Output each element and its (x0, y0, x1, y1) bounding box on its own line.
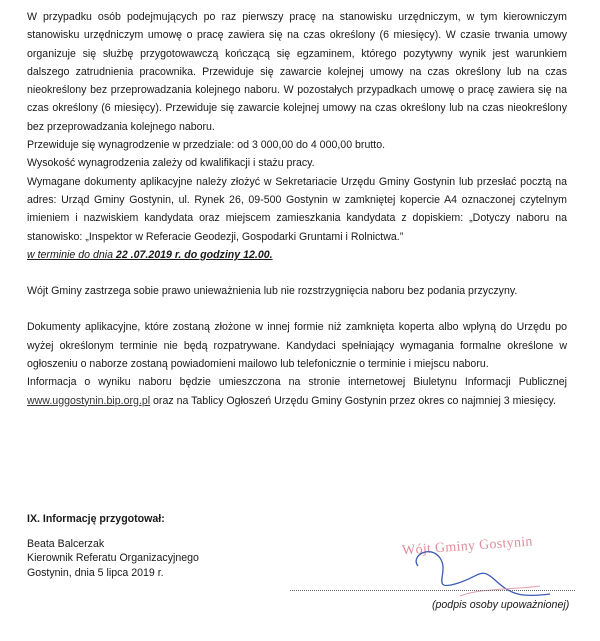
signature-caption: (podpis osoby upoważnionej) (432, 599, 570, 611)
employment-terms-paragraph: W przypadku osób podejmujących po raz pierwszy pracę na stanowisku urzędniczym, w tym kierowniczym stanowisku urzędniczym umowę o pracę zawiera się na czas określony (6 miesięcy). W czasie trwania umowy organizuje się służbę przygotowawczą kończącą się egzaminem, którego pozytywny wynik jest warunkiem dalszego zatrudnienia pracownika. Przewiduje się zawarcie kolejnej umowy na czas określony lub na czas nieokreślony bez przeprowadzania kolejnego naboru. W pozostałych przypadkach umowę o pracę zawiera się na czas określony (6 miesięcy). Przewiduje się zawarcie kolejnej umowy na czas określony lub na czas nieokreślony bez przeprowadzania kolejnego naboru. (27, 11, 567, 133)
application-documents-paragraph: Wymagane dokumenty aplikacyjne należy złożyć w Sekretariacie Urzędu Gminy Gostynin lub przesłać pocztą na adres: Urząd Gminy Gostynin, ul. Rynek 26, 09-500 Gostynin w zamkniętej kopercie A4 oznaczonej czytelnym imieniem i nazwiskiem kandydata oraz miejscem zamieszkania kandydata z dopiskiem: „Dotyczy naboru na stanowisko: „Inspektor w Referacie Geodezji, Gospodarki Gruntami i Rolnictwa.” (27, 175, 567, 243)
results-info-suffix: oraz na Tablicy Ogłoszeń Urzędu Gminy Gostynin przez okres co najmniej 3 miesięcy. (150, 394, 556, 407)
signature-line (290, 590, 575, 591)
reservation-paragraph: Wójt Gminy zastrzega sobie prawo unieważnienia lub nie rozstrzygnięcia naboru bez podania przyczyny. (27, 285, 518, 298)
place-and-date: Gostynin, dnia 5 lipca 2019 r. (27, 566, 164, 579)
document-body (27, 8, 567, 410)
deadline-prefix: w terminie do dnia (27, 248, 116, 261)
results-info-paragraph (27, 373, 567, 410)
salary-note: Wysokość wynagrodzenia zależy od kwalifikacji i stażu pracy. (27, 157, 315, 170)
bip-link[interactable]: www.uggostynin.bip.org.pl (27, 394, 151, 407)
results-info-prefix: Informacja o wyniku naboru będzie umieszczona na stronie internetowej Biuletynu Informacji Publicznej (27, 376, 567, 389)
official-stamp: Wójt Gminy Gostynin (401, 534, 534, 559)
prepared-by-title: IX. Informację przygotował: (27, 513, 165, 525)
preparer-name: Beata Balcerzak (27, 537, 105, 550)
deadline-date: 22 .07.2019 r. do godziny 12.00. (115, 248, 273, 261)
documents-form-paragraph: Dokumenty aplikacyjne, które zostaną złożone w innej formie niż zamknięta koperta albo wpłyną do Urzędu po wyżej określonym terminie nie będą rozpatrywane. Kandydaci spełniający wymagania formalne określone w ogłoszeniu o naborze zostaną powiadomieni mailowo lub telefonicznie o terminie i miejscu naboru. (27, 321, 567, 371)
deadline-line (27, 246, 567, 264)
salary-paragraph: Przewiduje się wynagrodzenie w przedziale: od 3 000,00 do 4 000,00 brutto. (27, 139, 386, 152)
preparer-role: Kierownik Referatu Organizacyjnego (27, 552, 199, 565)
prepared-by-block (27, 512, 199, 580)
